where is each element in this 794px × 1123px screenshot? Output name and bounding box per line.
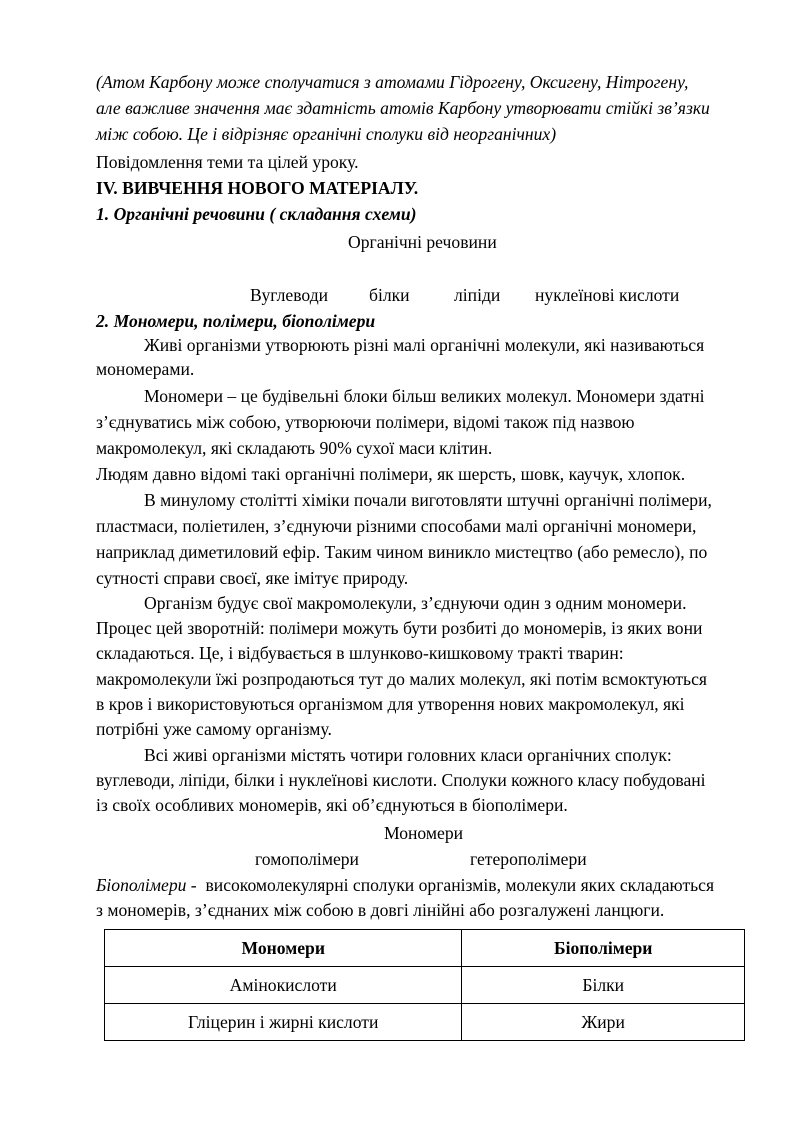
paragraph-line: макромолекули їжі розпродаються тут до малих молекул, які потім всмоктуються (96, 669, 707, 689)
paragraph-line: Мономери – це будівельні блоки більш великих молекул. Мономери здатні (144, 386, 705, 406)
table-header-row (105, 930, 745, 967)
paragraph-line: сутності справи своєї, яке імітує природу. (96, 568, 409, 588)
paragraph-line: в кров і використовуються організмом для утворення нових макромолекул, які (96, 694, 685, 714)
paragraph-line: вуглеводи, ліпіди, білки і нуклеїнові кислоти. Сполуки кожного класу побудовані (96, 770, 706, 790)
monomers-biopolymers-table (104, 929, 745, 1041)
scheme1-carbohydrates: Вуглеводи (250, 285, 329, 305)
scheme1-proteins: білки (369, 285, 410, 305)
scheme2-homopolymers: гомополімери (255, 849, 359, 869)
scheme2-heteropolymers: гетерополімери (470, 849, 587, 869)
table-row (105, 1004, 745, 1041)
table-cell: Білки (462, 967, 745, 1004)
scheme1-nucleic-acids: нуклеїнові кислоти (535, 285, 680, 305)
paragraph-line: Організм будує свої макромолекули, з’єднуючи один з одним мономери. (144, 593, 687, 613)
paragraph-line: потрібні уже самому організму. (96, 719, 332, 739)
topic-line: Повідомлення теми та цілей уроку. (96, 152, 359, 172)
paragraph-line: Процес цей зворотній: полімери можуть бути розбиті до мономерів, із яких вони (96, 618, 703, 638)
paragraph-line: пластмаси, поліетилен, з’єднуючи різними способами малі органічні мономери, (96, 516, 697, 536)
definition-term: Біополімери - (96, 875, 197, 895)
subsection-monomers: 2. Мономери, полімери, біополімери (96, 311, 376, 331)
definition-line-2: з мономерів, з’єднаних між собою в довгі лінійні або розгалужені ланцюги. (96, 900, 665, 920)
paragraph-line: мономерами. (96, 359, 195, 379)
paragraph-line: Всі живі організми містять чотири головних класи органічних сполук: (144, 745, 672, 765)
paragraph-line: із своїх особливих мономерів, які об’єднуються в біополімери. (96, 795, 568, 815)
definition-line-1 (96, 873, 714, 898)
scheme1-root: Органічні речовини (348, 232, 497, 252)
table-cell: Гліцерин і жирні кислоти (105, 1004, 462, 1041)
paragraph-line: Живі організми утворюють різні малі органічні молекули, які називаються (144, 335, 705, 355)
scheme2-root: Мономери (384, 823, 464, 843)
subsection-organic-substances: 1. Органічні речовини ( складання схеми) (96, 204, 417, 224)
paragraph-line: макромолекул, які складають 90% сухої маси клітин. (96, 438, 493, 458)
intro-line-3: між собою. Це і відрізняє органічні сполуки від неорганічних) (96, 124, 557, 144)
paragraph-line: В минулому столітті хіміки почали виготовляти штучні органічні полімери, (144, 490, 712, 510)
paragraph-line: з’єднуватись між собою, утворюючи полімери, відомі також під назвою (96, 412, 635, 432)
table-header-monomers: Мономери (105, 930, 462, 967)
section-heading: IV. ВИВЧЕННЯ НОВОГО МАТЕРІАЛУ. (96, 178, 419, 198)
intro-line-2: але важливе значення має здатність атомів Карбону утворювати стійкі зв’язки (96, 98, 710, 118)
scheme1-lipids: ліпіди (454, 285, 501, 305)
table-cell: Амінокислоти (105, 967, 462, 1004)
table-row (105, 967, 745, 1004)
intro-line-1: (Атом Карбону може сполучатися з атомами Гідрогену, Оксигену, Нітрогену, (96, 72, 689, 92)
table-header-biopolymers: Біополімери (462, 930, 745, 967)
paragraph-line: наприклад диметиловий ефір. Таким чином виникло мистецтво (або ремесло), по (96, 542, 708, 562)
paragraph-line: складаються. Це, і відбувається в шлунково-кишковому тракті тварин: (96, 643, 624, 663)
table-cell: Жири (462, 1004, 745, 1041)
definition-text: високомолекулярні сполуки організмів, молекули яких складаються (205, 875, 715, 895)
paragraph-line: Людям давно відомі такі органічні полімери, як шерсть, шовк, каучук, хлопок. (96, 464, 686, 484)
